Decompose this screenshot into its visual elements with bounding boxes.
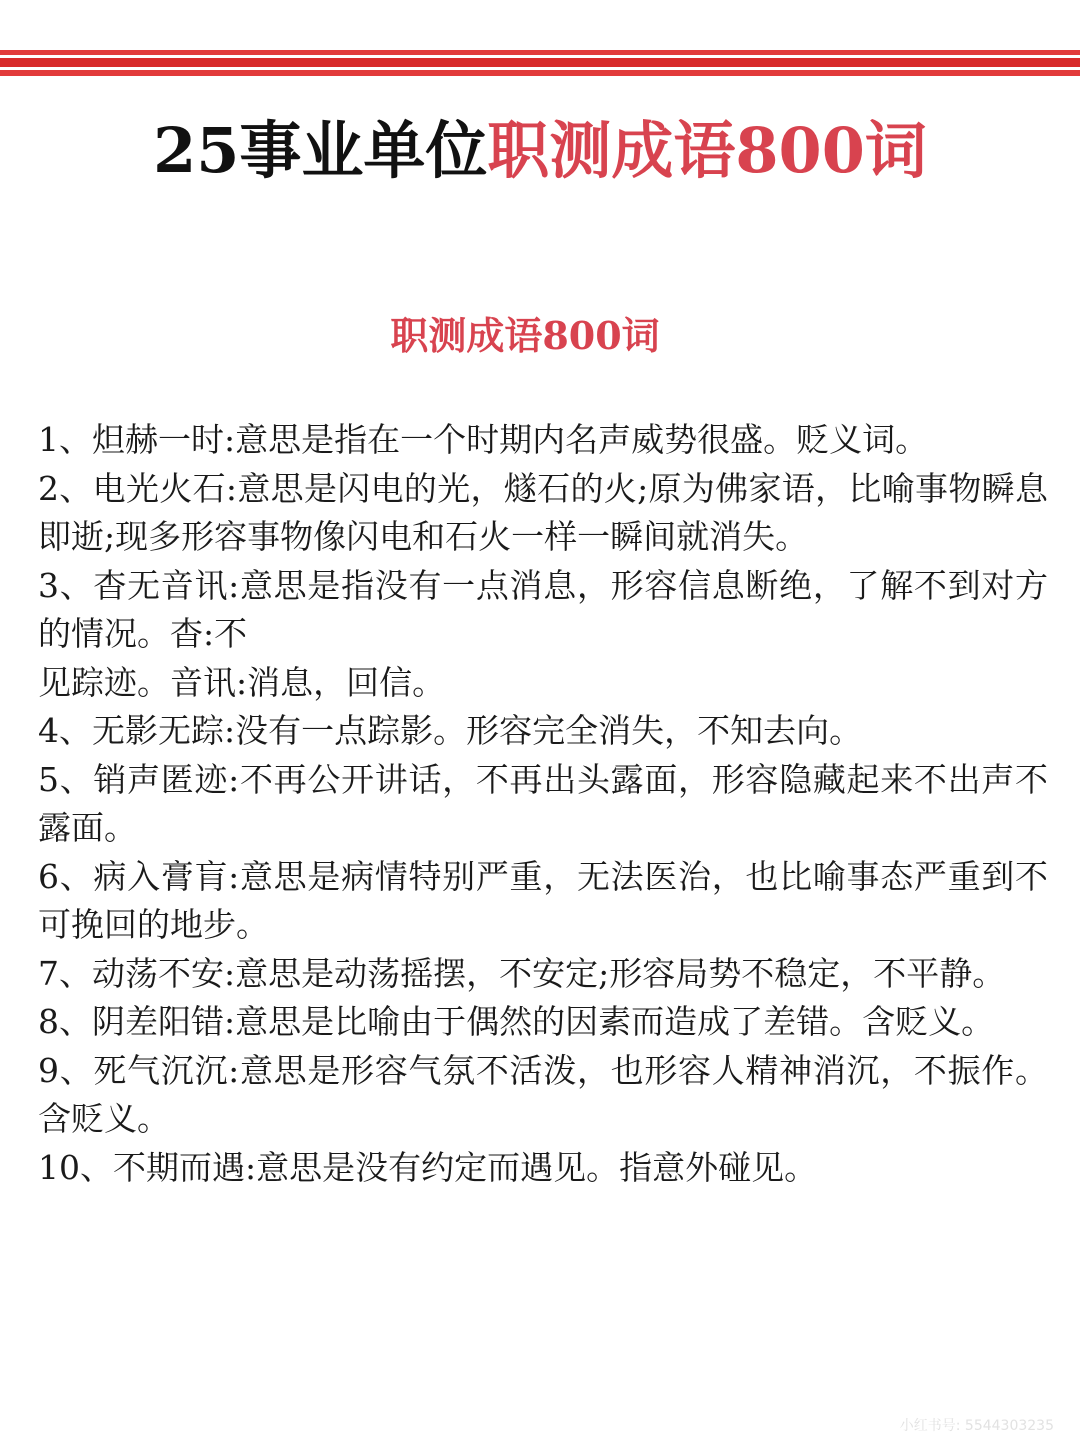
idiom-entry-5: 5、销声匿迹:不再公开讲话，不再出头露面，形容隐藏起来不出声不露面。	[38, 759, 1048, 847]
idiom-entry-1: 1、炟赫一时:意思是指在一个时期内名声威势很盛。贬义词。	[38, 420, 929, 459]
page-title-black-part: 25事业单位	[153, 114, 488, 187]
idiom-entry-7: 7、动荡不安:意思是动荡摇摆，不安定;形容局势不稳定，不平静。	[38, 953, 1006, 993]
idiom-entry-8: 8、阴差阳错:意思是比喻由于偶然的因素而造成了差错。含贬义。	[38, 1002, 995, 1041]
idiom-entry-4: 4、无影无踪:没有一点踪影。形容完全消失，不知去向。	[38, 711, 863, 750]
idiom-entry-9: 9、死气沉沉:意思是形容气氛不活泼，也形容人精神消沉，不振作。含贬义。	[38, 1050, 1048, 1138]
page-title	[0, 106, 1080, 196]
idiom-list	[38, 416, 1048, 1192]
idiom-entry-10: 10、不期而遇:意思是没有约定而遇见。指意外碰见。	[38, 1147, 818, 1187]
top-decorative-bar	[0, 50, 1080, 76]
section-subtitle: 职测成语800词	[390, 313, 660, 358]
watermark: 小红书号: 5544303235	[899, 1418, 1054, 1434]
idiom-entry-6: 6、病入膏肓:意思是病情特别严重，无法医治，也比喻事态严重到不可挽回的地步。	[38, 856, 1048, 944]
idiom-entry-3-continued: 见踪迹。音讯:消息，回信。	[38, 662, 446, 702]
idiom-entry-2: 2、电光火石:意思是闪电的光，燧石的火;原为佛家语，比喻事物瞬息即逝;现多形容事物像闪电和石火一样一瞬间就消失。	[38, 468, 1048, 556]
page-title-red-part: 职测成语800词	[487, 114, 927, 187]
idiom-entry-3: 3、杳无音讯:意思是指没有一点消息，形容信息断绝，了解不到对方的情况。杳:不	[38, 565, 1048, 653]
